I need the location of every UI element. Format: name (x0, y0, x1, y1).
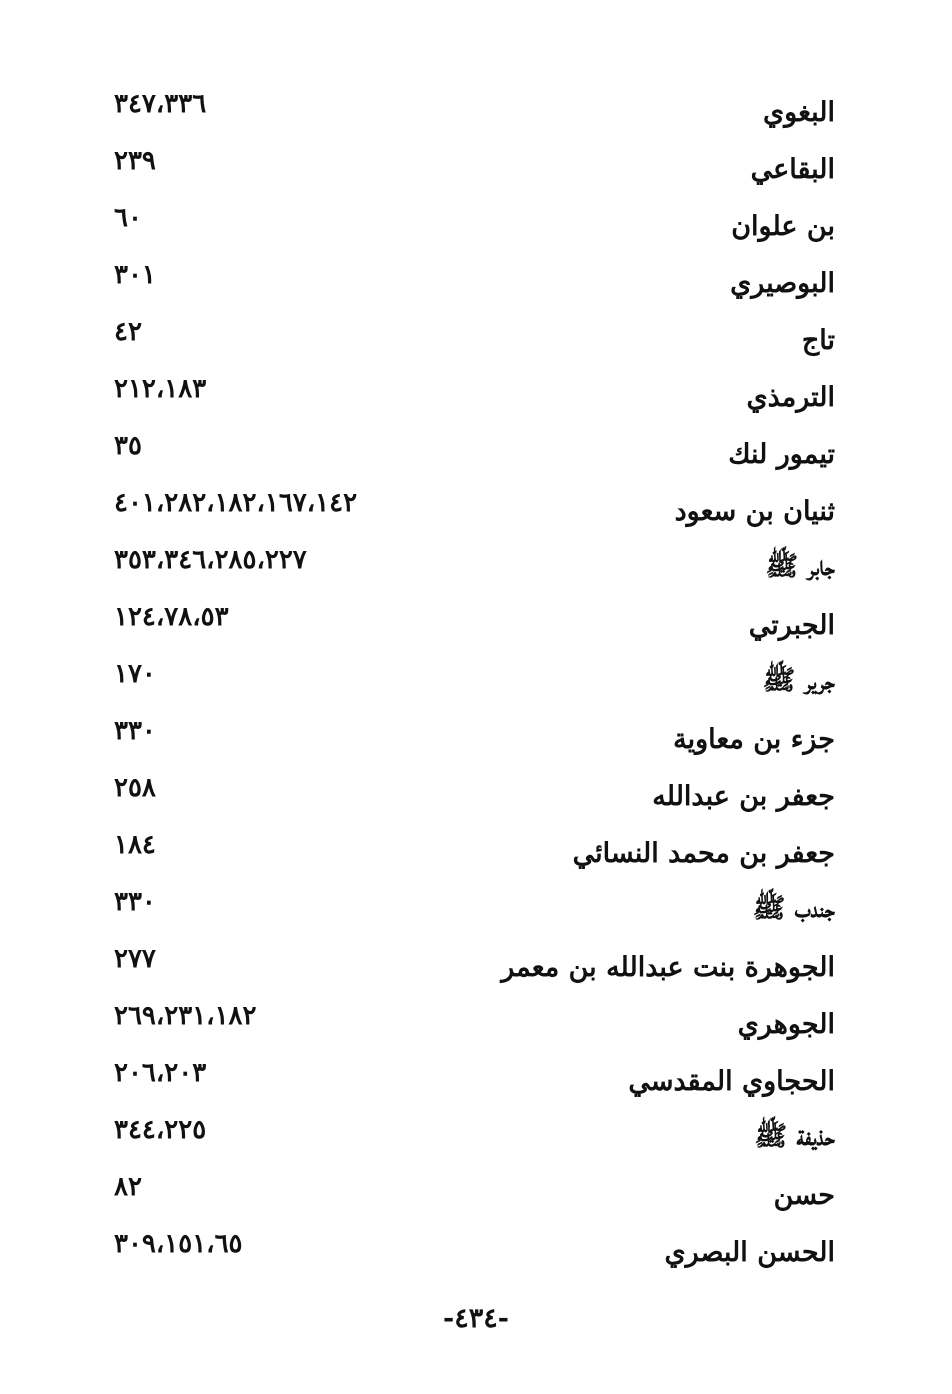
entry-pages: ٣٤٤،٢٢٥ (114, 1114, 207, 1145)
index-entry (110, 994, 835, 1051)
entry-name: الحجاوي المقدسي (628, 1066, 835, 1097)
entry-pages: ٢٧٧ (114, 943, 156, 974)
index-entry (110, 82, 835, 139)
entry-name: حذيفة ﷺ (754, 1120, 835, 1152)
entry-pages: ٢٣٩ (114, 145, 156, 176)
index-entry (110, 253, 835, 310)
entry-name: تاج (801, 325, 835, 356)
entry-pages: ٣٥ (114, 430, 142, 461)
entry-name: تيمور لنك (728, 439, 835, 470)
index-entry (110, 196, 835, 253)
index-entry (110, 709, 835, 766)
entry-pages: ١٢٤،٧٨،٥٣ (114, 601, 229, 632)
index-list (110, 82, 835, 1279)
entry-name: جعفر بن عبدالله (652, 781, 835, 812)
entry-name: جندب ﷺ (752, 892, 835, 924)
index-entry (110, 937, 835, 994)
index-entry (110, 481, 835, 538)
index-entry (110, 1165, 835, 1222)
index-entry (110, 367, 835, 424)
entry-pages: ٣٣٠ (114, 886, 156, 917)
index-entry (110, 652, 835, 709)
index-entry (110, 139, 835, 196)
entry-pages: ٣٣٠ (114, 715, 156, 746)
entry-pages: ٣٠٩،١٥١،٦٥ (114, 1228, 243, 1259)
entry-name: جزء بن معاوية (673, 724, 835, 755)
entry-name: حسن (773, 1180, 835, 1211)
entry-pages: ٢٥٨ (114, 772, 156, 803)
index-entry (110, 823, 835, 880)
index-entry (110, 595, 835, 652)
index-entry (110, 1108, 835, 1165)
entry-pages: ٢٠٦،٢٠٣ (114, 1057, 207, 1088)
entry-pages: ١٨٤ (114, 829, 156, 860)
index-entry (110, 1051, 835, 1108)
index-entry (110, 1222, 835, 1279)
entry-name: الجوهري (737, 1009, 835, 1040)
entry-name: جعفر بن محمد النسائي (572, 838, 835, 869)
entry-pages: ٣٥٣،٣٤٦،٢٨٥،٢٢٧ (114, 544, 307, 575)
index-entry (110, 310, 835, 367)
entry-name: البقاعي (750, 154, 835, 185)
entry-pages: ٤٢ (114, 316, 142, 347)
entry-name: ثنيان بن سعود (674, 496, 835, 527)
entry-name: البوصيري (730, 268, 835, 299)
entry-pages: ٣٤٧،٣٣٦ (114, 88, 207, 119)
entry-pages: ٤٠١،٢٨٢،١٨٢،١٦٧،١٤٢ (114, 487, 358, 518)
index-entry (110, 424, 835, 481)
entry-name: جرير ﷺ (762, 664, 835, 696)
index-entry (110, 880, 835, 937)
entry-name: الجبرتي (748, 610, 835, 641)
entry-name: الترمذي (746, 382, 835, 413)
entry-name: بن علوان (731, 211, 835, 242)
page-number: -٤٣٤- (443, 1303, 509, 1334)
entry-pages: ٣٠١ (114, 259, 156, 290)
entry-pages: ٢٦٩،٢٣١،١٨٢ (114, 1000, 257, 1031)
index-entry (110, 538, 835, 595)
entry-name: الحسن البصري (664, 1237, 835, 1268)
entry-pages: ٢١٢،١٨٣ (114, 373, 207, 404)
entry-pages: ٨٢ (114, 1171, 142, 1202)
entry-name: الجوهرة بنت عبدالله بن معمر (501, 952, 835, 983)
entry-pages: ٦٠ (114, 202, 142, 233)
entry-pages: ١٧٠ (114, 658, 156, 689)
index-entry (110, 766, 835, 823)
entry-name: البغوي (763, 97, 835, 128)
entry-name: جابر ﷺ (765, 550, 835, 582)
